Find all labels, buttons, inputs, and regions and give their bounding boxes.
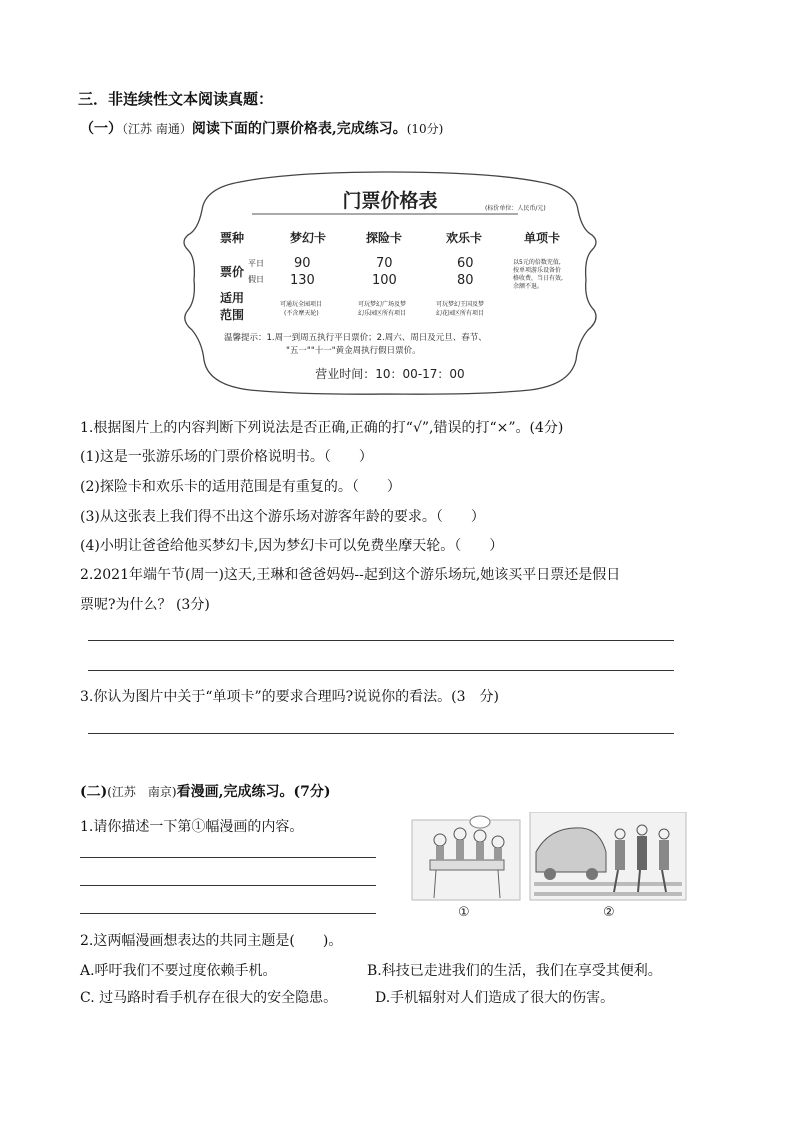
part2-instruction: 看漫画,完成练习。(7分) [176, 784, 331, 800]
q1-item-4: (4)小明让爸爸给他买梦幻卡,因为梦幻卡可以免费坐摩天轮。（ ） [80, 538, 504, 554]
p2q1-answer-line-3[interactable] [80, 913, 376, 914]
ticket-title: 门票价格表 [342, 190, 438, 212]
p2q1-answer-line-1[interactable] [80, 857, 376, 858]
card-name-dream: 梦幻卡 [290, 231, 327, 245]
q2-answer-line-2[interactable] [88, 670, 674, 671]
part2-source: (江苏 南京) [107, 785, 177, 799]
row-label-price: 票价 [220, 265, 245, 279]
q1-item-1: (1)这是一张游乐场的门票价格说明书。（ ） [80, 449, 373, 465]
q1-stem: 1.根据图片上的内容判断下列说法是否正确,正确的打“√”,错误的打“×”。(4分) [80, 420, 564, 436]
p2q2-option-b: B.科技已走进我们的生活，我们在享受其便利。 [367, 963, 662, 979]
p2q2-option-c: C. 过马路时看手机存在很大的安全隐患。 [80, 990, 338, 1006]
scope-joy-2: 幻花园区所有项目 [436, 310, 485, 317]
p2q2-option-a: A.呼吁我们不要过度依赖手机。 [80, 963, 277, 979]
ticket-hours: 营业时间：10：00-17：00 [315, 367, 465, 381]
q3-stem: 3.你认为图片中关于“单项卡”的要求合理吗?说说你的看法。(3 分) [80, 689, 500, 705]
part2-header [80, 781, 331, 801]
scope-adventure-2: 幻乐园区所有项目 [358, 310, 407, 317]
row-label-type: 票种 [220, 231, 245, 245]
comic-label-1: ① [458, 905, 470, 920]
q1-item-2: (2)探险卡和欢乐卡的适用范围是有重复的。（ ） [80, 479, 401, 495]
price-adventure-holiday: 100 [372, 273, 397, 288]
scope-dream-2: (不含摩天轮) [284, 310, 319, 317]
single-note-4: 余额不退。 [513, 283, 544, 290]
single-note-3: 格收费，当日有效, [513, 275, 563, 282]
scope-adventure-1: 可玩梦幻广场及梦 [358, 301, 407, 308]
q2-stem-line1: 2.2021年端午节(周一)这天,王琳和爸爸妈妈--起到这个游乐场玩,她该买平日票还是假日 [80, 567, 621, 583]
ticket-price-table [180, 170, 600, 395]
ticket-unit-note: (标价单位：人民币/元) [485, 205, 546, 212]
ticket-tip-1: 温馨提示：1.周一到周五执行平日票价；2.周六、周日及元旦、春节、 [224, 333, 487, 343]
price-dream-weekday: 90 [294, 256, 311, 271]
part1-instruction: 阅读下面的门票价格表,完成练习。 [191, 121, 407, 137]
comic-label-2: ② [603, 905, 615, 920]
part1-score: (10分) [406, 122, 444, 136]
single-note-2: 按单项游乐设备价 [513, 267, 562, 274]
card-name-joy: 欢乐卡 [446, 231, 483, 245]
scope-dream-1: 可通玩全园项目 [280, 301, 323, 308]
part1-prefix: （一） [80, 121, 122, 137]
section-title: 三．非连续性文本阅读真题： [78, 90, 274, 108]
row-label-scope-2: 范围 [220, 308, 245, 322]
q2-stem-line2: 票呢?为什么？ (3分) [80, 597, 210, 613]
price-joy-weekday: 60 [457, 256, 474, 271]
p2q2-stem: 2.这两幅漫画想表达的共同主题是( )。 [80, 933, 343, 949]
p2q1-stem: 1.请你描述一下第①幅漫画的内容。 [80, 819, 304, 835]
p2q1-answer-line-2[interactable] [80, 885, 376, 886]
part2-prefix: (二) [80, 784, 108, 800]
part1-header [80, 118, 443, 138]
card-name-single: 单项卡 [524, 231, 561, 245]
price-adventure-weekday: 70 [376, 256, 393, 271]
row-label-scope-1: 适用 [220, 291, 245, 305]
weekday-label: 平日 [248, 259, 264, 268]
scope-joy-1: 可玩梦幻王国及梦 [436, 301, 485, 308]
ticket-tip-2: "五一""十一"黄金周执行假日票价。 [286, 346, 421, 356]
holiday-label: 假日 [248, 275, 264, 284]
comic-illustrations [410, 812, 690, 920]
q3-answer-line[interactable] [88, 733, 674, 734]
part1-source: （江苏 南通） [122, 122, 192, 136]
q2-answer-line-1[interactable] [88, 640, 674, 641]
p2q2-option-d: D.手机辐射对人们造成了很大的伤害。 [375, 990, 615, 1006]
price-joy-holiday: 80 [457, 273, 474, 288]
q1-item-3: (3)从这张表上我们得不出这个游乐场对游客年龄的要求。（ ） [80, 509, 485, 525]
card-name-adventure: 探险卡 [366, 231, 403, 245]
single-note-1: 以5元的倍数充值, [513, 259, 561, 266]
price-dream-holiday: 130 [290, 273, 315, 288]
